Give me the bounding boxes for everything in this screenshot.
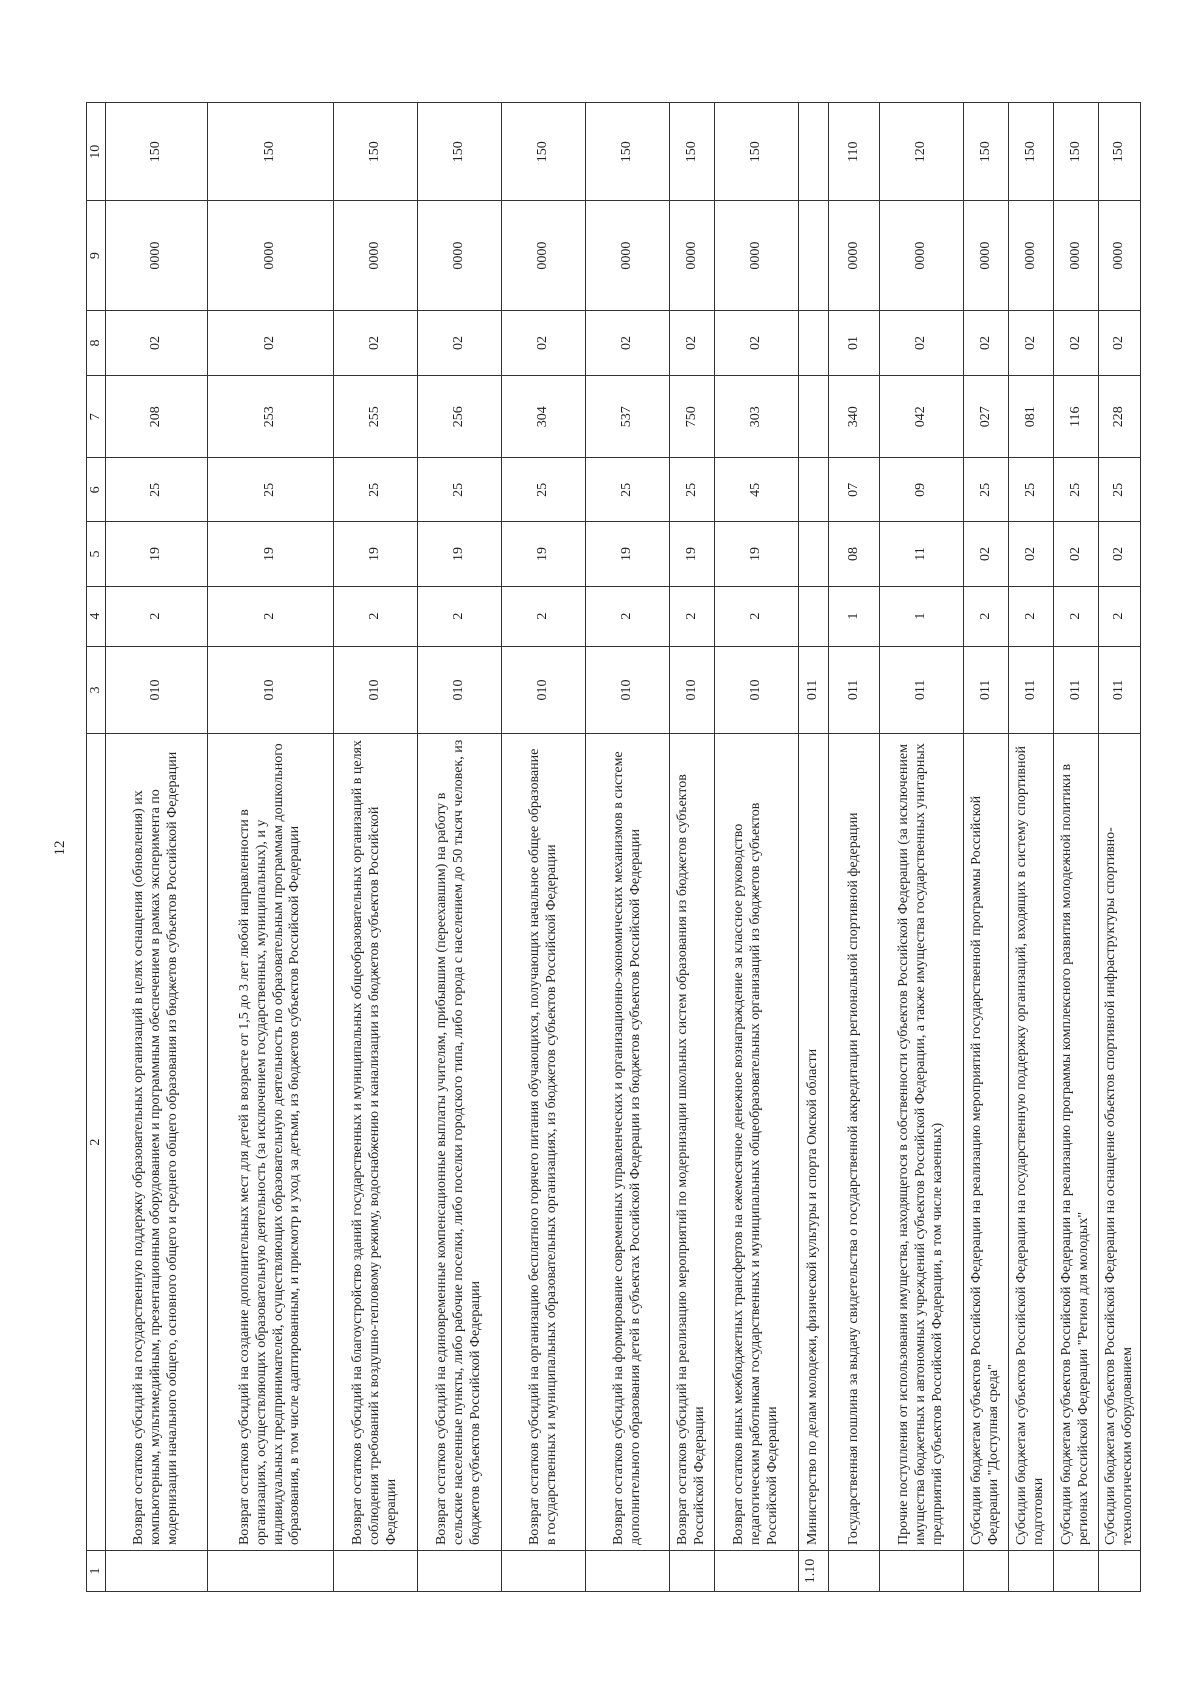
subgroup-code xyxy=(799,522,829,586)
income-name: Возврат остатков субсидий на единовременные компенсационные выплаты учителям, прибывшим (переехавшим) на работу в сельские населенные пункты, либо рабочие поселки, либо поселки городского типа, либо города с населением до 50 тысяч человек, из бюджетов субъектов Российской Федерации xyxy=(418,734,502,1551)
group-code: 2 xyxy=(1009,586,1054,646)
element-code: 02 xyxy=(502,310,586,376)
subgroup-code: 02 xyxy=(1054,522,1099,586)
element-code: 02 xyxy=(586,310,670,376)
article-code xyxy=(799,458,829,522)
row-number xyxy=(1009,1551,1054,1592)
subgroup-code: 19 xyxy=(334,522,418,586)
column-number-row xyxy=(87,103,106,1592)
income-name: Субсидии бюджетам субъектов Российской Федерации на реализацию мероприятий государственной программы Российской Федерации "Доступная среда" xyxy=(964,734,1009,1551)
group-code: 1 xyxy=(880,586,964,646)
income-name: Министерство по делам молодежи, физической культуры и спорта Омской области xyxy=(799,734,829,1551)
budget-codes-table xyxy=(86,102,1141,1592)
admin-code: 010 xyxy=(106,646,208,733)
classification-code: 150 xyxy=(1099,103,1141,201)
income-name: Субсидии бюджетам субъектов Российской Федерации на оснащение объектов спортивной инфраструктуры спортивно-технологическим оборудованием xyxy=(1099,734,1141,1551)
table-row xyxy=(880,103,964,1592)
group-code: 2 xyxy=(670,586,715,646)
subgroup-code: 19 xyxy=(418,522,502,586)
col-number-5: 5 xyxy=(87,522,106,586)
page-number: 12 xyxy=(52,840,68,856)
col-number-10: 10 xyxy=(87,103,106,201)
program-code: 0000 xyxy=(208,201,334,310)
row-number xyxy=(1054,1551,1099,1592)
row-number xyxy=(106,1551,208,1592)
income-name: Субсидии бюджетам субъектов Российской Федерации на реализацию программы комплексного развития молодежной политики в регионах Российской Федерации "Регион для молодых" xyxy=(1054,734,1099,1551)
program-code: 0000 xyxy=(829,201,880,310)
table-row xyxy=(1054,103,1099,1592)
subarticle-code: 750 xyxy=(670,376,715,458)
article-code: 25 xyxy=(670,458,715,522)
group-code: 2 xyxy=(502,586,586,646)
subarticle-code: 340 xyxy=(829,376,880,458)
article-code: 25 xyxy=(502,458,586,522)
group-code: 2 xyxy=(208,586,334,646)
element-code: 01 xyxy=(829,310,880,376)
admin-code: 010 xyxy=(334,646,418,733)
rotated-table-container xyxy=(86,102,1135,1592)
program-code: 0000 xyxy=(502,201,586,310)
group-code: 2 xyxy=(418,586,502,646)
income-name: Возврат остатков иных межбюджетных трансфертов на ежемесячное денежное вознаграждение за классное руководство педагогическим работникам государственных и муниципальных общеобразовательных организаций из бюджетов субъектов Российской Федерации xyxy=(715,734,799,1551)
classification-code: 150 xyxy=(586,103,670,201)
group-code: 2 xyxy=(1054,586,1099,646)
admin-code: 010 xyxy=(586,646,670,733)
subarticle-code: 256 xyxy=(418,376,502,458)
row-number xyxy=(1099,1551,1141,1592)
table-row xyxy=(670,103,715,1592)
classification-code: 150 xyxy=(334,103,418,201)
program-code: 0000 xyxy=(418,201,502,310)
col-number-4: 4 xyxy=(87,586,106,646)
program-code: 0000 xyxy=(715,201,799,310)
article-code: 25 xyxy=(586,458,670,522)
row-number xyxy=(586,1551,670,1592)
row-number xyxy=(208,1551,334,1592)
group-code: 2 xyxy=(106,586,208,646)
subgroup-code: 19 xyxy=(502,522,586,586)
classification-code: 150 xyxy=(106,103,208,201)
admin-code: 011 xyxy=(799,646,829,733)
article-code: 07 xyxy=(829,458,880,522)
income-name: Возврат остатков субсидий на создание дополнительных мест для детей в возрасте от 1,5 до 3 лет любой направленности в организациях, осуществляющих образовательную деятельность (за исключением государственных, муниципальных), и у индивидуальных предпринимателей, осуществляющих образовательную деятельность по образовательным программам дошкольного образования, в том числе адаптированным, и присмотр и уход за детьми, из бюджетов субъектов Российской Федерации xyxy=(208,734,334,1551)
classification-code: 150 xyxy=(670,103,715,201)
classification-code: 150 xyxy=(208,103,334,201)
article-code: 25 xyxy=(1099,458,1141,522)
table-row xyxy=(1099,103,1141,1592)
admin-code: 010 xyxy=(208,646,334,733)
subarticle-code: 042 xyxy=(880,376,964,458)
subgroup-code: 02 xyxy=(964,522,1009,586)
element-code: 02 xyxy=(334,310,418,376)
table-body xyxy=(106,103,1141,1592)
classification-code: 120 xyxy=(880,103,964,201)
program-code: 0000 xyxy=(334,201,418,310)
classification-code: 150 xyxy=(715,103,799,201)
subarticle-code: 228 xyxy=(1099,376,1141,458)
group-code xyxy=(799,586,829,646)
admin-code: 011 xyxy=(1009,646,1054,733)
table-row xyxy=(334,103,418,1592)
col-number-9: 9 xyxy=(87,201,106,310)
subgroup-code: 02 xyxy=(1099,522,1141,586)
element-code: 02 xyxy=(1099,310,1141,376)
group-code: 2 xyxy=(586,586,670,646)
subarticle-code: 537 xyxy=(586,376,670,458)
row-number xyxy=(418,1551,502,1592)
subarticle-code: 255 xyxy=(334,376,418,458)
subgroup-code: 19 xyxy=(208,522,334,586)
element-code: 02 xyxy=(1054,310,1099,376)
admin-code: 010 xyxy=(715,646,799,733)
subarticle-code: 303 xyxy=(715,376,799,458)
subgroup-code: 19 xyxy=(586,522,670,586)
element-code: 02 xyxy=(715,310,799,376)
table-row xyxy=(715,103,799,1592)
col-number-1: 1 xyxy=(87,1551,106,1592)
col-number-7: 7 xyxy=(87,376,106,458)
program-code: 0000 xyxy=(964,201,1009,310)
program-code: 0000 xyxy=(1054,201,1099,310)
income-name: Возврат остатков субсидий на формирование современных управленческих и организационно-экономических механизмов в системе дополнительного образования детей в субъектах Российской Федерации из бюджетов субъектов Российской Федерации xyxy=(586,734,670,1551)
subgroup-code: 19 xyxy=(670,522,715,586)
group-code: 2 xyxy=(1099,586,1141,646)
admin-code: 010 xyxy=(418,646,502,733)
program-code: 0000 xyxy=(1009,201,1054,310)
admin-code: 011 xyxy=(829,646,880,733)
classification-code xyxy=(799,103,829,201)
element-code: 02 xyxy=(208,310,334,376)
table-row xyxy=(106,103,208,1592)
row-number xyxy=(880,1551,964,1592)
income-name: Возврат остатков субсидий на государственную поддержку образовательных организаций в целях оснащения (обновления) их компьютерным, мультимедийным, презентационным оборудованием и программным обеспечением в рамках эксперимента по модернизации начального общего, основного общего и среднего общего образования из бюджетов субъектов Российской Федерации xyxy=(106,734,208,1551)
col-number-6: 6 xyxy=(87,458,106,522)
element-code: 02 xyxy=(964,310,1009,376)
article-code: 09 xyxy=(880,458,964,522)
row-number xyxy=(829,1551,880,1592)
article-code: 25 xyxy=(334,458,418,522)
subgroup-code: 19 xyxy=(715,522,799,586)
income-name: Прочие поступления от использования имущества, находящегося в собственности субъектов Российской Федерации (за исключением имущества бюджетных и автономных учреждений субъектов Российской Федерации, а также имущества государственных унитарных предприятий субъектов Российской Федерации, в том числе казенных) xyxy=(880,734,964,1551)
income-name: Государственная пошлина за выдачу свидетельства о государственной аккредитации региональной спортивной федерации xyxy=(829,734,880,1551)
article-code: 25 xyxy=(208,458,334,522)
subarticle-code: 253 xyxy=(208,376,334,458)
group-code: 2 xyxy=(715,586,799,646)
row-number xyxy=(715,1551,799,1592)
program-code xyxy=(799,201,829,310)
table-row xyxy=(829,103,880,1592)
income-name: Возврат остатков субсидий на организацию бесплатного горячего питания обучающихся, получающих начальное общее образование в государственных и муниципальных образовательных организациях, из бюджетов субъектов Российской Федерации xyxy=(502,734,586,1551)
program-code: 0000 xyxy=(880,201,964,310)
income-name: Возврат остатков субсидий на реализацию мероприятий по модернизации школьных систем образования из бюджетов субъектов Российской Федерации xyxy=(670,734,715,1551)
table-row xyxy=(1009,103,1054,1592)
table-row xyxy=(418,103,502,1592)
article-code: 25 xyxy=(418,458,502,522)
classification-code: 150 xyxy=(964,103,1009,201)
element-code: 02 xyxy=(670,310,715,376)
subarticle-code: 208 xyxy=(106,376,208,458)
table-row xyxy=(502,103,586,1592)
admin-code: 011 xyxy=(880,646,964,733)
classification-code: 110 xyxy=(829,103,880,201)
income-name: Субсидии бюджетам субъектов Российской Федерации на государственную поддержку организаций, входящих в систему спортивной подготовки xyxy=(1009,734,1054,1551)
admin-code: 011 xyxy=(964,646,1009,733)
article-code: 25 xyxy=(1054,458,1099,522)
col-number-3: 3 xyxy=(87,646,106,733)
subgroup-code: 19 xyxy=(106,522,208,586)
table-row xyxy=(208,103,334,1592)
table-row xyxy=(964,103,1009,1592)
row-number xyxy=(964,1551,1009,1592)
admin-code: 011 xyxy=(1054,646,1099,733)
table-row xyxy=(586,103,670,1592)
group-code: 2 xyxy=(964,586,1009,646)
col-number-8: 8 xyxy=(87,310,106,376)
classification-code: 150 xyxy=(1009,103,1054,201)
classification-code: 150 xyxy=(1054,103,1099,201)
row-number xyxy=(502,1551,586,1592)
element-code: 02 xyxy=(106,310,208,376)
element-code xyxy=(799,310,829,376)
article-code: 25 xyxy=(106,458,208,522)
admin-code: 010 xyxy=(502,646,586,733)
subgroup-code: 08 xyxy=(829,522,880,586)
program-code: 0000 xyxy=(670,201,715,310)
subarticle-code xyxy=(799,376,829,458)
row-number: 1.10 xyxy=(799,1551,829,1592)
subgroup-code: 02 xyxy=(1009,522,1054,586)
article-code: 25 xyxy=(1009,458,1054,522)
program-code: 0000 xyxy=(106,201,208,310)
element-code: 02 xyxy=(880,310,964,376)
program-code: 0000 xyxy=(1099,201,1141,310)
group-code: 2 xyxy=(334,586,418,646)
classification-code: 150 xyxy=(418,103,502,201)
subarticle-code: 304 xyxy=(502,376,586,458)
row-number xyxy=(670,1551,715,1592)
subarticle-code: 116 xyxy=(1054,376,1099,458)
income-name: Возврат остатков субсидий на благоустройство зданий государственных и муниципальных общеобразовательных организаций в целях соблюдения требований к воздушно-тепловому режиму, водоснабжению и канализации из бюджетов субъектов Российской Федерации xyxy=(334,734,418,1551)
element-code: 02 xyxy=(1009,310,1054,376)
admin-code: 010 xyxy=(670,646,715,733)
group-code: 1 xyxy=(829,586,880,646)
subarticle-code: 081 xyxy=(1009,376,1054,458)
program-code: 0000 xyxy=(586,201,670,310)
article-code: 25 xyxy=(964,458,1009,522)
table-row xyxy=(799,103,829,1592)
row-number xyxy=(334,1551,418,1592)
col-number-2: 2 xyxy=(87,734,106,1551)
element-code: 02 xyxy=(418,310,502,376)
subgroup-code: 11 xyxy=(880,522,964,586)
classification-code: 150 xyxy=(502,103,586,201)
subarticle-code: 027 xyxy=(964,376,1009,458)
article-code: 45 xyxy=(715,458,799,522)
admin-code: 011 xyxy=(1099,646,1141,733)
